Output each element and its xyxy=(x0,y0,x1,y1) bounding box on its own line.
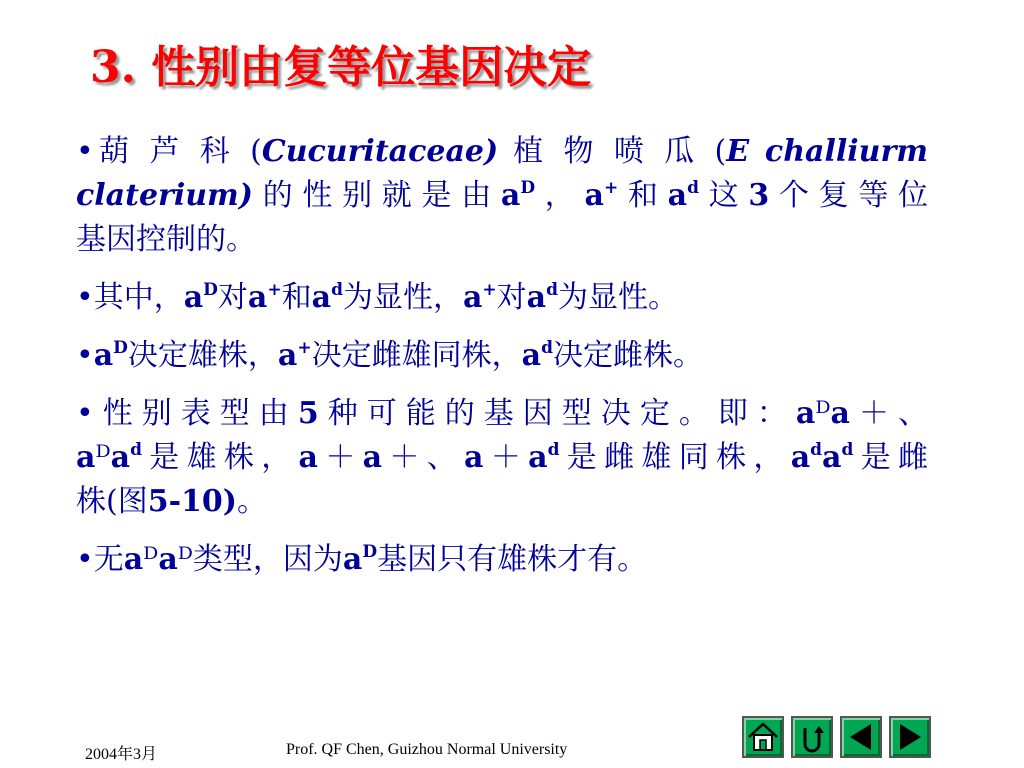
bullet-2-line-1 xyxy=(76,276,928,320)
slide-content xyxy=(76,130,928,596)
return-button[interactable] xyxy=(791,716,833,758)
allele-superscript: d xyxy=(547,440,560,460)
allele: a xyxy=(247,280,268,315)
allele: a xyxy=(76,440,96,475)
allele: a xyxy=(528,440,548,475)
text-run: ＋、 xyxy=(382,440,465,475)
allele: a xyxy=(830,396,850,431)
bullet-4-line-3 xyxy=(76,480,928,524)
bullet-3-line-1 xyxy=(76,334,928,378)
text-run: 基因控制的。 xyxy=(76,222,256,257)
text-run: 种可能的基因型决定。即： xyxy=(318,396,796,431)
text-run: ， xyxy=(535,178,585,213)
text-run: 其中， xyxy=(93,280,184,315)
latin-species-name: claterium) xyxy=(76,178,253,213)
bullet-1-line-1 xyxy=(76,130,928,174)
allele: a xyxy=(183,280,204,315)
allele: a xyxy=(311,280,332,315)
text-run: 是雄株， xyxy=(141,440,299,475)
text-run: 对 xyxy=(217,280,248,315)
allele-superscript: D xyxy=(203,280,218,300)
return-icon xyxy=(795,720,829,754)
allele-superscript: D xyxy=(362,542,378,562)
bullet-marker: • xyxy=(76,396,94,431)
allele: a xyxy=(526,280,547,315)
allele-superscript: d xyxy=(810,440,823,460)
allele-marker: ᴰ xyxy=(177,542,193,577)
text-run: 株( xyxy=(76,484,118,519)
allele: a xyxy=(795,396,816,431)
allele: a xyxy=(342,542,363,577)
bullet-5-line-1 xyxy=(76,538,928,582)
bullet-4-line-2 xyxy=(76,436,928,480)
latin-family-name: Cucuritaceae) xyxy=(261,134,499,169)
allele: a xyxy=(584,178,604,213)
allele-superscript: d xyxy=(546,280,558,300)
bullet-1-line-2 xyxy=(76,174,928,218)
allele-superscript: + xyxy=(482,280,497,300)
text-run: 这 xyxy=(698,178,749,213)
text-run: 对 xyxy=(496,280,527,315)
figure-reference: 5-10) xyxy=(147,484,237,519)
home-icon xyxy=(746,720,780,754)
allele-superscript: D xyxy=(520,178,536,198)
text-run: 无 xyxy=(93,542,124,577)
allele-superscript: d xyxy=(541,338,553,358)
text-run: 图 xyxy=(117,484,148,519)
previous-button[interactable] xyxy=(840,716,882,758)
bullet-item-1 xyxy=(76,130,928,262)
text-run: 决定雌雄同株， xyxy=(311,338,522,373)
bullet-marker: • xyxy=(76,134,94,169)
text-run: 性别表型由 xyxy=(93,396,298,431)
allele: a xyxy=(93,338,114,373)
bullet-item-2 xyxy=(76,276,928,320)
allele: a xyxy=(158,542,178,577)
text-run: 类型，因为 xyxy=(192,542,343,577)
text-run: 和 xyxy=(281,280,312,315)
text-run: 。 xyxy=(237,484,267,519)
allele: a xyxy=(110,440,131,475)
allele-superscript: d xyxy=(331,280,343,300)
latin-species-name: E challiurm xyxy=(726,134,928,169)
allele-marker: ᴰ xyxy=(95,440,111,475)
slide-navigation xyxy=(742,716,931,758)
allele: a xyxy=(667,178,688,213)
next-button[interactable] xyxy=(889,716,931,758)
footer-date: 2004年3月 xyxy=(85,746,158,763)
allele: a xyxy=(298,440,318,475)
allele-superscript: + xyxy=(267,280,282,300)
allele-superscript: d xyxy=(841,440,854,460)
text-run: 基因只有雄株才有。 xyxy=(377,542,648,577)
number: 3 xyxy=(748,178,770,213)
allele: a xyxy=(362,440,383,475)
allele-marker: ＋ xyxy=(318,440,363,475)
allele-superscript: + xyxy=(603,178,619,198)
allele-superscript: + xyxy=(297,338,312,358)
allele: a xyxy=(822,440,842,475)
allele-marker: ＋ xyxy=(483,440,529,475)
bullet-4-line-1 xyxy=(76,392,928,436)
text-run: 决定雌株。 xyxy=(552,338,703,373)
text-run: 个复等位 xyxy=(769,178,929,213)
number: 5 xyxy=(297,396,319,431)
allele: a xyxy=(521,338,542,373)
bullet-item-4 xyxy=(76,392,928,524)
text-run: 是雌雄同株， xyxy=(559,440,791,475)
text-run: 植 物 喷 瓜 ( xyxy=(498,134,727,169)
bullet-item-5 xyxy=(76,538,928,582)
previous-icon xyxy=(844,720,878,754)
allele-superscript: d xyxy=(687,178,699,198)
text-run: 葫 芦 科 ( xyxy=(93,134,262,169)
text-run: 决定雄株， xyxy=(127,338,278,373)
text-run: 的性别就是由 xyxy=(253,178,501,213)
allele-marker: ᴰ xyxy=(143,542,159,577)
text-run: 为显性。 xyxy=(558,280,678,315)
allele-superscript: D xyxy=(113,338,128,358)
bullet-item-3 xyxy=(76,334,928,378)
text-run: 为显性， xyxy=(342,280,463,315)
bullet-marker: • xyxy=(76,338,94,373)
next-icon xyxy=(893,720,927,754)
slide-title: 3. 性别由复等位基因决定 xyxy=(90,42,592,93)
allele: a xyxy=(462,280,483,315)
bullet-marker: • xyxy=(76,280,94,315)
home-button[interactable] xyxy=(742,716,784,758)
allele-superscript: d xyxy=(130,440,142,460)
bullet-marker: • xyxy=(76,542,94,577)
allele: a xyxy=(277,338,298,373)
allele: a xyxy=(500,178,521,213)
allele-marker: ᴰ xyxy=(815,396,831,431)
footer-credit: Prof. QF Chen, Guizhou Normal University xyxy=(286,741,568,758)
allele: a xyxy=(464,440,484,475)
allele: a xyxy=(790,440,811,475)
text-run: 和 xyxy=(618,178,668,213)
text-run: ＋、 xyxy=(849,396,929,431)
text-run: 是雌 xyxy=(853,440,929,475)
allele: a xyxy=(123,542,144,577)
bullet-1-line-3 xyxy=(76,218,928,262)
